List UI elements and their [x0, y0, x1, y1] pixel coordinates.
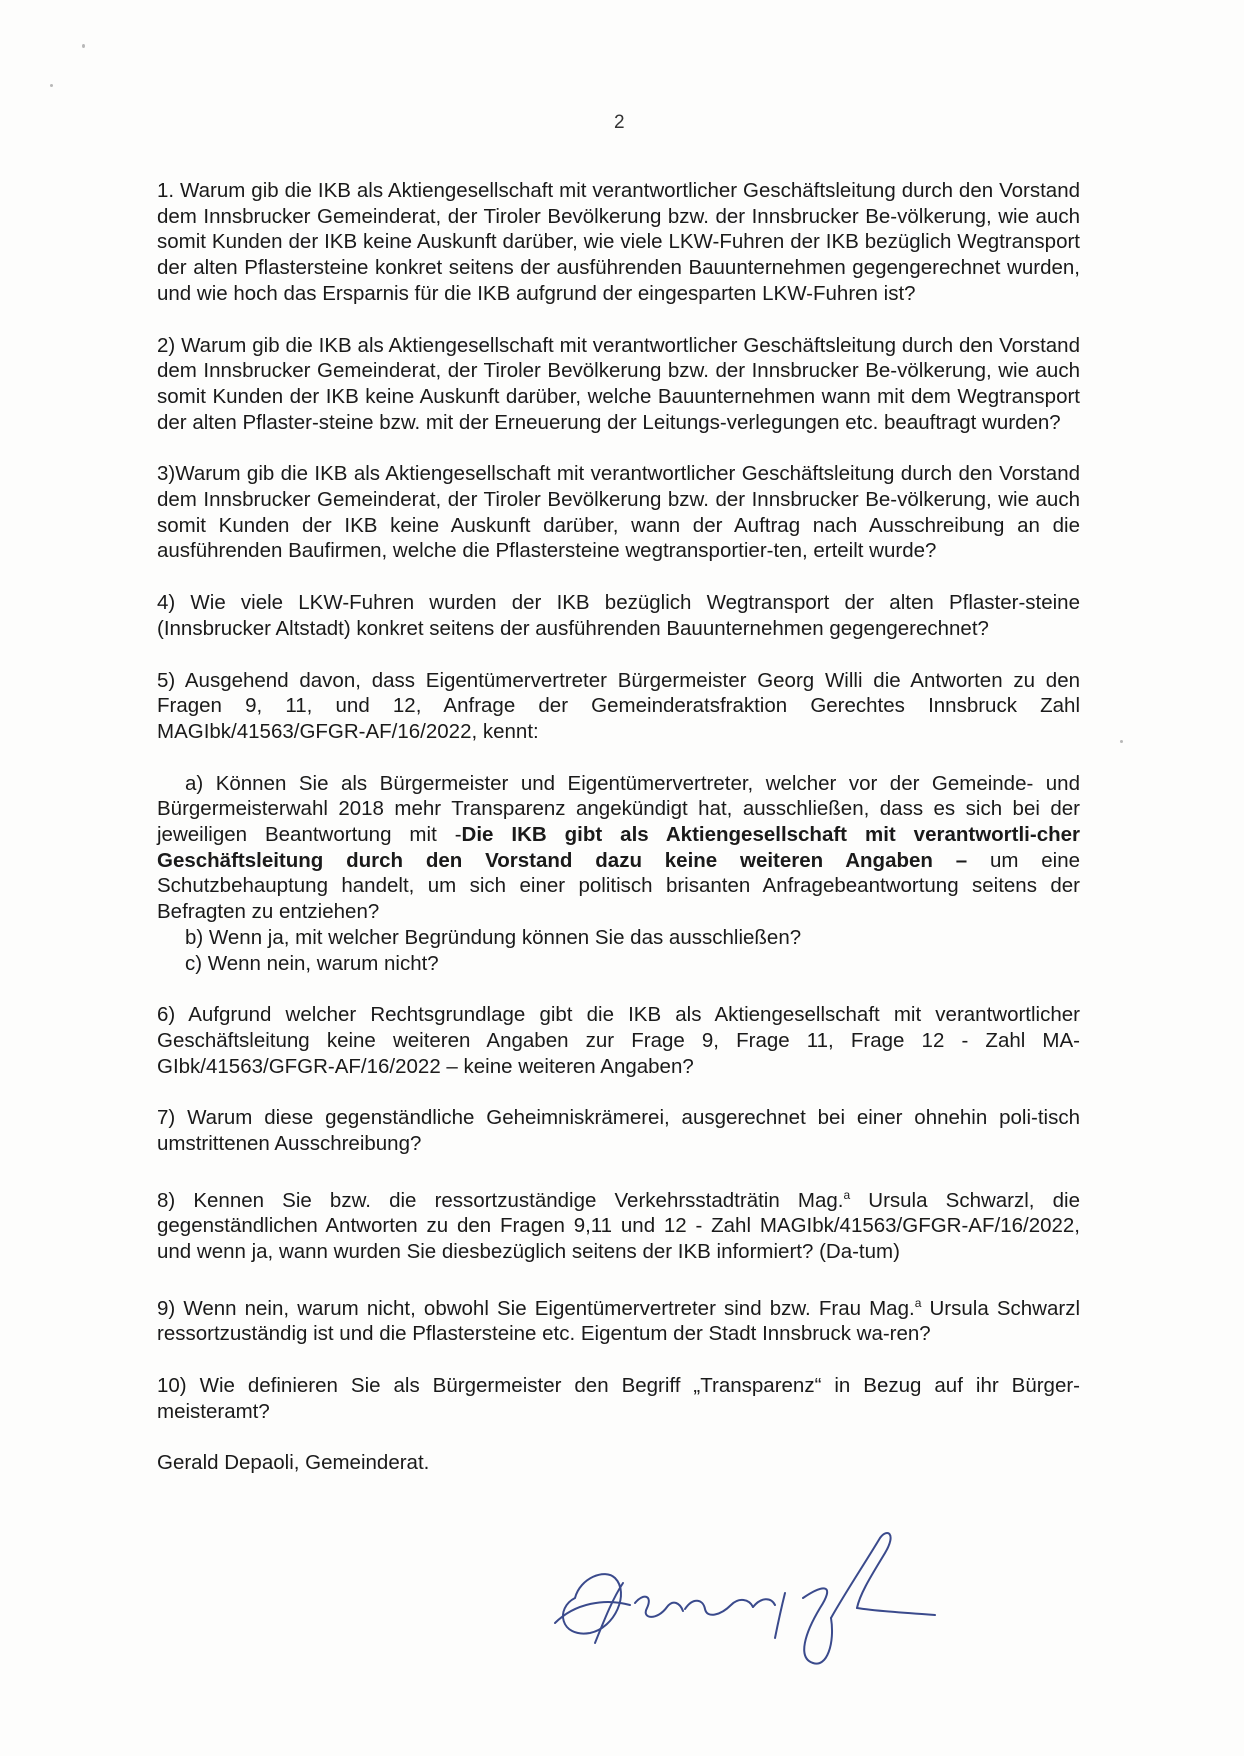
scan-speck — [50, 84, 53, 87]
question-5b: b) Wenn ja, mit welcher Begründung können Sie das ausschließen? — [185, 925, 802, 949]
question-5-subitems — [157, 771, 1080, 977]
scan-speck — [1120, 740, 1123, 743]
question-10: 10) Wie definieren Sie als Bürgermeister den Begriff „Transparenz“ in Bezug auf ihr Bürger-meisteramt? — [157, 1373, 1080, 1423]
question-9 — [157, 1291, 1080, 1347]
question-7: 7) Warum diese gegenständliche Geheimniskrämerei, ausgerechnet bei einer ohnehin poli-tisch umstrittenen Ausschreibung? — [157, 1106, 1080, 1156]
question-8-text-end: Ursula Schwarzl, die gegenständlichen Antworten zu den Fragen 9,11 und 12 - Zahl MAGIbk/41563/GFGR-AF/16/2022, und wenn ja, wann wurden Sie diesbezüglich seitens der IKB informiert? (Da-tum) — [157, 1188, 1080, 1264]
question-5c: c) Wenn nein, warum nicht? — [185, 951, 439, 975]
question-5a-text: a) Können Sie als Bürgermeister und Eigentümervertreter, welcher vor der Gemeinde- und Bürgermeisterwahl 2018 mehr Transparenz angekündigt hat, ausschließen, dass es sich bei der jeweiligen Beantwortung mit - — [157, 771, 1080, 847]
document-body — [157, 178, 1080, 1476]
question-9-text-end: Ursula Schwarzl ressortzuständig ist und die Pflastersteine etc. Eigentum der Stadt Innsbruck wa-ren? — [157, 1296, 1080, 1346]
question-4: 4) Wie viele LKW-Fuhren wurden der IKB bezüglich Wegtransport der alten Pflaster-steine (Innsbrucker Altstadt) konkret seitens der ausführenden Bauunternehmen gegengerechnet? — [157, 591, 1080, 640]
author-signature-line: Gerald Depaoli, Gemeinderat. — [157, 1451, 430, 1475]
handwritten-signature — [535, 1523, 975, 1673]
scan-speck — [82, 44, 85, 48]
question-2: 2) Warum gib die IKB als Aktiengesellschaft mit verantwortlicher Geschäftsleitung durch den Vorstand dem Innsbrucker Gemeinderat, der Tiroler Bevölkerung bzw. der Innsbrucker Be-völkerung, wie auch somit Kunden der IKB keine Auskunft darüber, welche Bauunternehmen wann mit dem Wegtransport der alten Pflaster-steine bzw. mit der Erneuerung der Leitungs-verlegungen etc. beauftragt wurden? — [157, 333, 1080, 434]
question-5a-quote: Die IKB gibt als Aktiengesellschaft mit verantwortli-cher Geschäftsleitung durch den Vorstand dazu keine weiteren Angaben – — [157, 823, 1080, 872]
question-5: 5) Ausgehend davon, dass Eigentümervertreter Bürgermeister Georg Willi die Antworten zu den Fragen 9, 11, und 12, Anfrage der Gemeinderatsfraktion Gerechtes Innsbruck Zahl MAGIbk/41563/GFGR-AF/16/2022, kennt: — [157, 668, 1080, 743]
question-5a-text-end: um eine Schutzbehauptung handelt, um sich einer politisch brisanten Anfragebeantwortung seitens der Befragten zu entziehen? — [157, 848, 1080, 924]
question-9-text: 9) Wenn nein, warum nicht, obwohl Sie Eigentümervertreter sind bzw. Frau Mag. — [157, 1296, 915, 1320]
page-number: 2 — [614, 112, 625, 133]
question-5a — [157, 771, 1080, 925]
question-8 — [157, 1183, 1080, 1265]
question-8-text: 8) Kennen Sie bzw. die ressortzuständige Verkehrsstadträtin Mag. — [157, 1188, 844, 1212]
superscript-a: a — [914, 1295, 922, 1310]
question-1: 1. Warum gib die IKB als Aktiengesellschaft mit verantwortlicher Geschäftsleitung durch den Vorstand dem Innsbrucker Gemeinderat, der Tiroler Bevölkerung bzw. der Innsbrucker Be-völkerung, wie auch somit Kunden der IKB keine Auskunft darüber, wie viele LKW-Fuhren der IKB bezüglich Wegtransport der alten Pflastersteine konkret seitens der ausführenden Bauunternehmen gegengerechnet wurden, und wie hoch das Ersparnis für die IKB aufgrund der eingesparten LKW-Fuhren ist? — [157, 179, 1080, 305]
question-6: 6) Aufgrund welcher Rechtsgrundlage gibt die IKB als Aktiengesellschaft mit verantwortlicher Geschäftsleitung keine weiteren Angaben zur Frage 9, Frage 11, Frage 12 - Zahl MA-GIbk/41563/GFGR-AF/16/2022 – keine weiteren Angaben? — [157, 1003, 1080, 1078]
question-3: 3)Warum gib die IKB als Aktiengesellschaft mit verantwortlicher Geschäftsleitung durch den Vorstand dem Innsbrucker Gemeinderat, der Tiroler Bevölkerung bzw. der Innsbrucker Be-völkerung, wie auch somit Kunden der IKB keine Auskunft darüber, wann der Auftrag nach Ausschreibung an die ausführenden Baufirmen, welche die Pflastersteine wegtransportier-ten, erteilt wurde? — [157, 462, 1080, 563]
superscript-a: a — [843, 1187, 851, 1202]
